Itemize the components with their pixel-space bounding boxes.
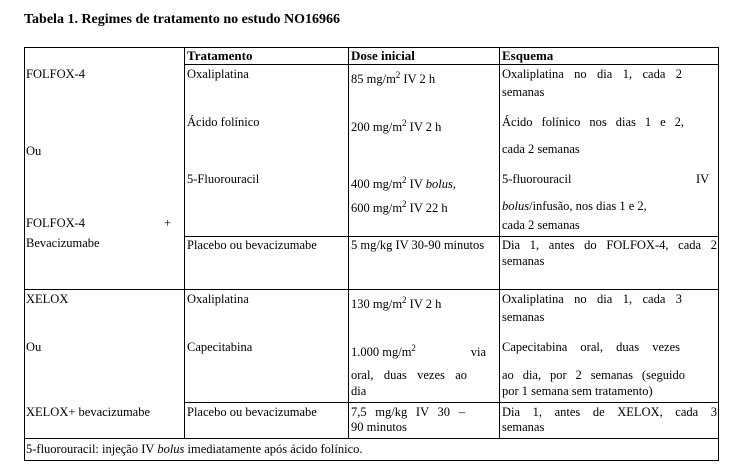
xelox-ou-label: Ou: [26, 340, 42, 354]
footnote-text: 5-fluorouracil: injeção IV: [26, 442, 158, 456]
table-right-border: [718, 47, 719, 461]
header-dose-inicial: Dose inicial: [351, 48, 415, 63]
col-divider-2: [348, 47, 349, 438]
xelox-sched-capecitabina-3: por 1 semana sem tratamento): [502, 384, 653, 398]
xelox-combo-label: XELOX+ bevacizumabe: [26, 405, 151, 419]
xelox-dose-capecitabina-1: [351, 345, 486, 360]
dose-value: 1.000 mg/m: [351, 345, 412, 359]
xelox-placebo-sched-1: Dia 1, antes de XELOX, cada 3: [502, 405, 717, 419]
xelox-sched-capecitabina-1: Capecitabina oral, duas vezes: [502, 340, 680, 354]
xelox-sched-oxaliplatina-2: semanas: [502, 310, 545, 324]
dose-value: 85 mg/m: [351, 72, 396, 86]
xelox-placebo-label: Placebo ou bevacizumabe: [187, 405, 317, 419]
superscript: 2: [395, 70, 401, 80]
superscript: 2: [402, 175, 407, 185]
folfox-sched-5fu-1: 5-fluorouracil: [502, 172, 572, 186]
xelox-placebo-dose-2: 90 minutos: [351, 420, 407, 434]
superscript: 2: [402, 295, 407, 305]
xelox-placebo-sched-2: semanas: [502, 420, 545, 434]
dose-value: 600 mg/m: [351, 201, 403, 215]
footnote-bolus: bolus: [157, 442, 185, 456]
dose-bolus: bolus,: [425, 177, 456, 191]
xelox-drug-oxaliplatina: Oxaliplatina: [187, 292, 249, 306]
dose-value: 400 mg/m: [351, 177, 403, 191]
dose-value: 130 mg/m: [351, 297, 403, 311]
superscript: 2: [402, 199, 407, 209]
group-divider: [24, 289, 718, 290]
folfox-sched-5fu-2: [502, 199, 647, 214]
folfox-sched-acido-folinico-2: cada 2 semanas: [502, 142, 580, 156]
footnote-text-end: imediatamente após ácido folínico.: [184, 442, 363, 456]
folfox-regime-label: FOLFOX-4: [26, 67, 86, 81]
dose-unit: IV 2 h: [400, 72, 436, 86]
dose-unit: IV: [406, 177, 426, 191]
sched-bolus: bolus: [502, 199, 530, 213]
sched-infusion: /infusão, nos dias 1 e 2,: [529, 199, 647, 213]
header-esquema: Esquema: [502, 48, 554, 63]
xelox-dose-oxaliplatina: [351, 297, 441, 312]
header-bottom-border: [184, 64, 718, 65]
folfox-sched-5fu-3: cada 2 semanas: [502, 218, 580, 232]
folfox-placebo-top-border: [184, 236, 718, 237]
folfox-drug-oxaliplatina: Oxaliplatina: [187, 67, 249, 81]
table-title: Tabela 1. Regimes de tratamento no estudo NO16966: [24, 12, 341, 27]
table-bottom-border: [24, 460, 718, 461]
folfox-dose-oxaliplatina: [351, 72, 435, 87]
folfox-dose-5fu-bolus: [351, 177, 456, 192]
footnote-top-border: [24, 438, 718, 439]
dose-value: 200 mg/m: [351, 120, 403, 134]
folfox-sched-5fu-iv: IV: [696, 172, 710, 186]
folfox-placebo-sched-2: semanas: [502, 254, 545, 268]
dose-unit: IV 22 h: [406, 201, 448, 215]
table-footnote: [26, 442, 363, 457]
superscript: 2: [411, 343, 416, 353]
xelox-sched-oxaliplatina-1: Oxaliplatina no dia 1, cada 3: [502, 292, 682, 306]
xelox-sched-capecitabina-2: ao dia, por 2 semanas (seguido: [502, 368, 685, 382]
folfox-ou-label: Ou: [26, 144, 42, 158]
folfox-placebo-dose: 5 mg/kg IV 30-90 minutos: [351, 238, 485, 252]
col-divider-1: [184, 47, 185, 438]
col-divider-3: [499, 47, 500, 438]
header-tratamento: Tratamento: [187, 48, 253, 63]
dose-unit: IV 2 h: [406, 297, 442, 311]
folfox-sched-oxaliplatina-2: semanas: [502, 85, 545, 99]
folfox-sched-acido-folinico-1: Ácido folínico nos dias 1 e 2,: [502, 115, 684, 129]
folfox-sched-oxaliplatina-1: Oxaliplatina no dia 1, cada 2: [502, 67, 682, 81]
xelox-dose-capecitabina-3: dia: [351, 384, 367, 398]
folfox-dose-acido-folinico: [351, 120, 441, 135]
dose-route: via: [470, 345, 486, 359]
xelox-placebo-dose-1: 7,5 mg/kg IV 30 –: [351, 405, 465, 419]
xelox-drug-capecitabina: Capecitabina: [187, 340, 253, 354]
folfox-dose-5fu-infusion: [351, 201, 448, 216]
folfox-placebo-label: Placebo ou bevacizumabe: [187, 238, 317, 252]
table-left-border: [24, 47, 25, 461]
folfox-placebo-sched-1: Dia 1, antes do FOLFOX-4, cada 2: [502, 238, 717, 252]
folfox-combo-bevacizumabe: Bevacizumabe: [26, 236, 100, 250]
folfox-drug-5-fluorouracil: 5-Fluorouracil: [187, 172, 260, 186]
dose-unit: IV 2 h: [406, 120, 442, 134]
xelox-regime-label: XELOX: [26, 292, 69, 306]
folfox-combo-label: FOLFOX-4: [26, 216, 86, 230]
dose-value-wrap: [351, 345, 416, 360]
xelox-placebo-top-border: [184, 402, 718, 403]
xelox-dose-capecitabina-2: oral, duas vezes ao: [351, 368, 467, 382]
folfox-drug-acido-folinico: Ácido folínico: [187, 115, 260, 129]
superscript: 2: [402, 118, 407, 128]
folfox-combo-plus: +: [164, 216, 172, 230]
